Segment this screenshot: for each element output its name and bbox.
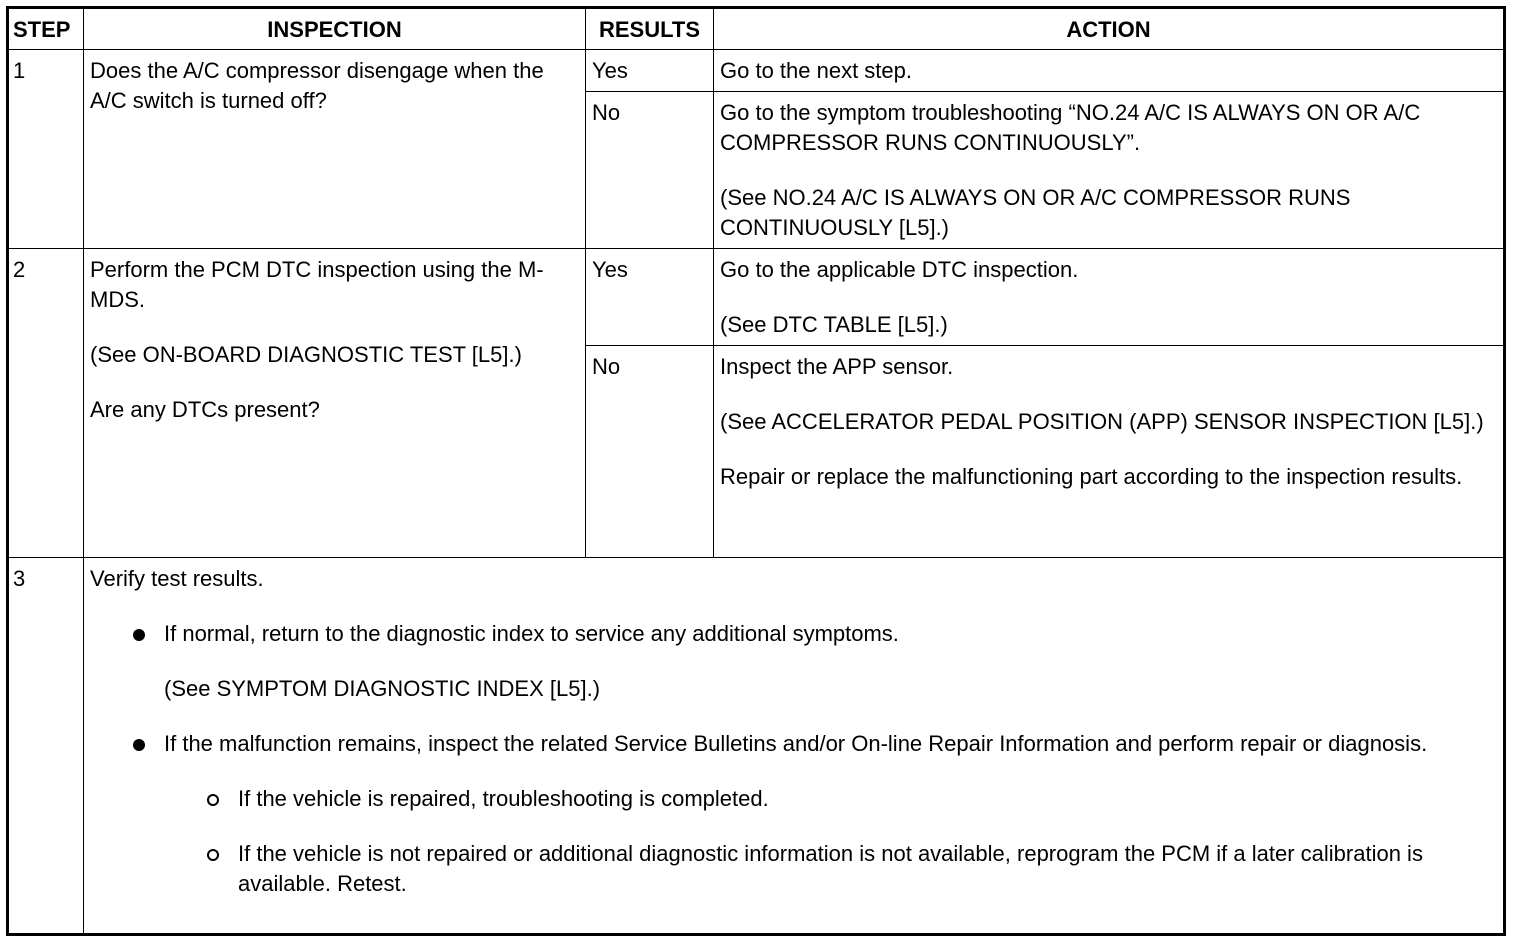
troubleshooting-table bbox=[6, 6, 1506, 936]
bullet-reference: (See SYMPTOM DIAGNOSTIC INDEX [L5].) bbox=[164, 676, 601, 701]
list-item bbox=[164, 619, 1497, 704]
step-number: 3 bbox=[8, 558, 84, 935]
table-row bbox=[8, 50, 1505, 92]
bullet-text: If the malfunction remains, inspect the related Service Bulletins and/or On-line Repair Information and perform repair or diagnosis. bbox=[164, 731, 1428, 756]
result-cell: No bbox=[586, 346, 714, 558]
inspection-reference: (See ON-BOARD DIAGNOSTIC TEST [L5].) bbox=[90, 342, 522, 367]
step-number: 1 bbox=[8, 50, 84, 249]
result-cell: No bbox=[586, 92, 714, 249]
header-results: RESULTS bbox=[586, 8, 714, 50]
inspection-text: Does the A/C compressor disengage when the A/C switch is turned off? bbox=[90, 58, 544, 113]
action-text: Inspect the APP sensor. bbox=[720, 354, 954, 379]
action-cell bbox=[714, 346, 1505, 558]
table-row bbox=[8, 249, 1505, 346]
bullet-list bbox=[90, 619, 1497, 899]
action-text: Go to the symptom troubleshooting “NO.24 A/C IS ALWAYS ON OR A/C COMPRESSOR RUNS CONTINUOUSLY”. bbox=[720, 100, 1421, 155]
action-reference: (See DTC TABLE [L5].) bbox=[720, 312, 948, 337]
verification-text: Verify test results. bbox=[90, 566, 264, 591]
sub-list-item: If the vehicle is repaired, troubleshooting is completed. bbox=[238, 784, 1497, 814]
header-step: STEP bbox=[8, 8, 84, 50]
header-action: ACTION bbox=[714, 8, 1505, 50]
inspection-question: Are any DTCs present? bbox=[90, 397, 320, 422]
action-text: Go to the applicable DTC inspection. bbox=[720, 257, 1079, 282]
list-item bbox=[164, 729, 1497, 899]
sub-bullet-list bbox=[164, 784, 1497, 899]
result-cell: Yes bbox=[586, 249, 714, 346]
bullet-text: If normal, return to the diagnostic index to service any additional symptoms. bbox=[164, 621, 899, 646]
action-text: Repair or replace the malfunctioning part according to the inspection results. bbox=[720, 464, 1463, 489]
header-inspection: INSPECTION bbox=[84, 8, 586, 50]
sub-list-item: If the vehicle is not repaired or additional diagnostic information is not available, reprogram the PCM if a later calibration is available. Retest. bbox=[238, 839, 1497, 899]
action-text: Go to the next step. bbox=[720, 58, 913, 83]
action-reference: (See ACCELERATOR PEDAL POSITION (APP) SENSOR INSPECTION [L5].) bbox=[720, 409, 1484, 434]
header-row bbox=[8, 8, 1505, 50]
action-cell bbox=[714, 249, 1505, 346]
step-number: 2 bbox=[8, 249, 84, 558]
table-row bbox=[8, 558, 1505, 935]
action-cell bbox=[714, 92, 1505, 249]
verification-cell bbox=[84, 558, 1505, 935]
result-cell: Yes bbox=[586, 50, 714, 92]
inspection-cell bbox=[84, 50, 586, 249]
action-reference: (See NO.24 A/C IS ALWAYS ON OR A/C COMPRESSOR RUNS CONTINUOUSLY [L5].) bbox=[720, 185, 1351, 240]
inspection-cell bbox=[84, 249, 586, 558]
action-cell bbox=[714, 50, 1505, 92]
inspection-text: Perform the PCM DTC inspection using the M-MDS. bbox=[90, 257, 544, 312]
